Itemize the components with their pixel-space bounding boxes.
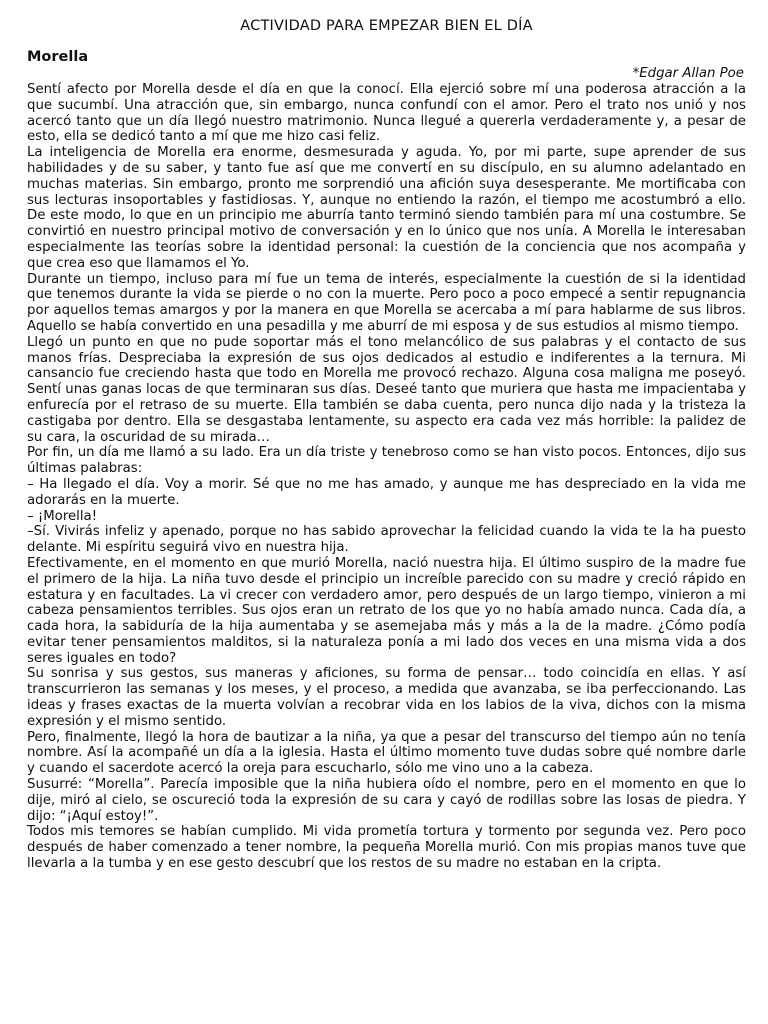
paragraph: La inteligencia de Morella era enorme, desmesurada y aguda. Yo, por mi parte, supe aprender de sus habilidades y de su saber, y tanto fue así que me convertí en su discípulo, en su alumno adelantado en muchas materias. Sin embargo, pronto me sorprendió una afición suya desesperante. Me mortificaba con sus lecturas insoportables y fastidiosas. Y, aunque no entiendo la razón, el tiempo me acostumbró a ello. De este modo, lo que en un principio me aburría tanto terminó siendo también para mí una costumbre. Se convirtió en nuestro principal motivo de conversación y en lo único que nos unía. A Morella le interesaban especialmente las teorías sobre la identidad personal: la cuestión de la conciencia que nos acompaña y que crea eso que llamamos el Yo.	[27, 145, 746, 271]
story-body	[27, 82, 746, 872]
paragraph: Llegó un punto en que no pude soportar más el tono melancólico de sus palabras y el contacto de sus manos frías. Despreciaba la expresión de sus ojos dedicados al estudio e indiferentes a la ternura. Mi cansancio fue creciendo hasta que todo en Morella me provocó rechazo. Alguna cosa maligna me poseyó. Sentí unas ganas locas de que terminaran sus días. Deseé tanto que muriera que hasta me impacientaba y enfurecía por el retraso de su muerte. Ella también se daba cuenta, pero nunca dijo nada y la tristeza la castigaba por dentro. Ella se desgastaba lentamente, su aspecto era cada vez más horrible: la palidez de su cara, la oscuridad de su mirada…	[27, 334, 746, 445]
paragraph: – Ha llegado el día. Voy a morir. Sé que no me has amado, y aunque me has despreciado en la vida me adorarás en la muerte.	[27, 476, 746, 508]
paragraph: Pero, finalmente, llegó la hora de bautizar a la niña, ya que a pesar del transcurso del tiempo aún no tenía nombre. Así la acompañé un día a la iglesia. Hasta el último momento tuve dudas sobre qué nombre darle y cuando el sacerdote acercó la oreja para escucharlo, sólo me vino uno a la cabeza.	[27, 729, 746, 777]
paragraph: –Sí. Vivirás infeliz y apenado, porque no has sabido aprovechar la felicidad cuando la vida te la ha puesto delante. Mi espíritu seguirá vivo en nuestra hija.	[27, 524, 746, 556]
paragraph: Efectivamente, en el momento en que murió Morella, nació nuestra hija. El último suspiro de la madre fue el primero de la hija. La niña tuvo desde el principio un increíble parecido con su madre y creció rápido en estatura y en facultades. La vi crecer con verdadero amor, pero después de un largo tiempo, vinieron a mi cabeza pensamientos terribles. Sus ojos eran un retrato de los que yo no había amado nunca. Cada día, a cada hora, la sabiduría de la hija aumentaba y se asemejaba más y más a la de la madre. ¿Cómo podía evitar tener pensamientos malditos, si la naturaleza ponía a mi lado dos veces en una misma vida a dos seres iguales en todo?	[27, 555, 746, 666]
paragraph: Todos mis temores se habían cumplido. Mi vida prometía tortura y tormento por segunda vez. Pero poco después de haber comenzado a tener nombre, la pequeña Morella murió. Con mis propias manos tuve que llevarla a la tumba y en ese gesto descubrí que los restos de su madre no estaban en la cripta.	[27, 824, 746, 872]
paragraph: Susurré: “Morella”. Parecía imposible que la niña hubiera oído el nombre, pero en el momento en que lo dije, miró al cielo, se oscureció toda la expresión de su cara y cayó de rodillas sobre las losas de piedra. Y dijo: “¡Aquí estoy!”.	[27, 777, 746, 824]
page-title: ACTIVIDAD PARA EMPEZAR BIEN EL DÍA	[240, 18, 533, 34]
story-title: Morella	[27, 49, 89, 65]
paragraph: Por fin, un día me llamó a su lado. Era un día triste y tenebroso como se han visto pocos. Entonces, dijo sus últimas palabras:	[27, 445, 746, 477]
paragraph: Sentí afecto por Morella desde el día en que la conocí. Ella ejerció sobre mí una poderosa atracción a la que sucumbí. Una atracción que, sin embargo, nunca confundí con el amor. Pero el trato nos unió y nos acercó tanto que un día llegó nuestro matrimonio. Nunca llegué a quererla verdaderamente y, a pesar de esto, ella se dedicó tanto a mí que me hizo casi feliz.	[27, 82, 746, 145]
author-credit: *Edgar Allan Poe	[632, 66, 744, 81]
paragraph: Durante un tiempo, incluso para mí fue un tema de interés, especialmente la cuestión de si la identidad que tenemos durante la vida se pierde o no con la muerte. Pero poco a poco empecé a sentir repugnancia por aquellos temas amargos y por la manera en que Morella se acercaba a mí para hablarme de sus libros. Aquello se había convertido en una pesadilla y me aburrí de mi esposa y de sus estudios al mismo tiempo.	[27, 271, 746, 334]
paragraph: Su sonrisa y sus gestos, sus maneras y aficiones, su forma de pensar… todo coincidía en ellas. Y así transcurrieron las semanas y los meses, y el proceso, a medida que avanzaba, se iba perfeccionando. Las ideas y frases exactas de la muerta volvían a recobrar vida en los labios de la viva, dichos con la misma expresión y el mismo sentido.	[27, 666, 746, 729]
paragraph: – ¡Morella!	[27, 508, 98, 524]
